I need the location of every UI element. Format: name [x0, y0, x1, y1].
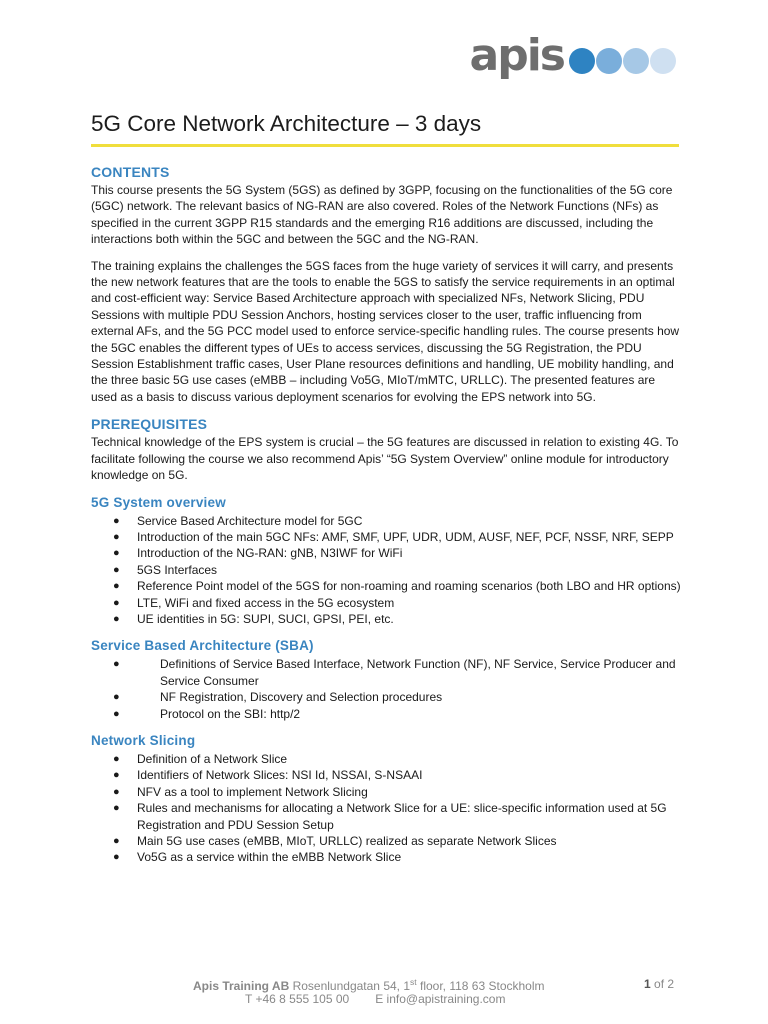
logo-dot: [650, 48, 676, 74]
bullet-icon: ●: [113, 752, 120, 765]
bullet-icon: ●: [113, 612, 120, 625]
list-item: ● Definition of a Network Slice: [113, 751, 288, 766]
logo-dot: [623, 48, 649, 74]
logo-dots: [568, 48, 676, 74]
list-item: ● NF Registration, Discovery and Selection procedures: [113, 690, 443, 705]
bullet-icon: ●: [113, 547, 120, 560]
prerequisites-paragraph: Technical knowledge of the EPS system is crucial – the 5G features are discussed in relation to existing 4G. To facilitate following the course we also recommend Apis’ “5G System Overview” online module for introductory knowledge on 5G.: [91, 435, 679, 483]
footer-address: Apis Training AB Rosenlundgatan 54, 1st floor, 118 63 Stockholm: [193, 977, 545, 993]
list-item: ● NFV as a tool to implement Network Slicing: [113, 784, 368, 799]
bullet-icon: ●: [113, 851, 120, 864]
document-body: [91, 162, 681, 866]
bullet-icon: ●: [113, 596, 120, 609]
list-item: ● Identifiers of Network Slices: NSI Id, NSSAI, S-NSAAI: [113, 768, 423, 783]
footer-company: Apis Training AB: [193, 979, 290, 993]
bullet-icon: ●: [113, 707, 120, 720]
footer-phone: T +46 8 555 105 00: [245, 992, 350, 1006]
list-item: ● Introduction of the main 5GC NFs: AMF, SMF, UPF, UDR, UDM, AUSF, NEF, PCF, NSSF, NRF, SEPP: [113, 529, 674, 544]
list-item: ● Main 5G use cases (eMBB, MIoT, URLLC) realized as separate Network Slices: [113, 834, 557, 848]
footer-email: E info@apistraining.com: [375, 992, 506, 1006]
bullet-icon: ●: [113, 580, 120, 593]
bullet-icon: ●: [113, 835, 120, 847]
prerequisites-heading: PREREQUISITES: [91, 416, 208, 433]
apis-logo: [469, 30, 676, 81]
page-number: 1 of 2: [644, 977, 675, 991]
bullet-icon: ●: [113, 658, 120, 671]
section-heading-5g-system-overview: 5G System overview: [91, 494, 226, 510]
bullet-icon: ●: [113, 691, 120, 704]
contents-paragraph-1: This course presents the 5G System (5GS) as defined by 3GPP, focusing on the functionalities of the 5G core (5GC) network. The relevant basics of NG-RAN are also covered. Roles of the Network Functions (NFs) as specified in the current 3GPP R15 standards and the emerging R16 additions are discussed, including the interactions both within the 5GC and between the 5GC and the NG-RAN.: [91, 183, 673, 247]
document-title: 5G Core Network Architecture – 3 days: [91, 111, 679, 147]
list-item: ● Reference Point model of the 5GS for non-roaming and roaming scenarios (both LBO and HR options): [113, 579, 681, 594]
list-item: ● LTE, WiFi and fixed access in the 5G ecosystem: [113, 595, 395, 610]
list-item: ● 5GS Interfaces: [113, 562, 218, 577]
list-item: ● Protocol on the SBI: http/2: [113, 706, 301, 721]
contents-paragraph-2: The training explains the challenges the 5GS faces from the huge variety of services it will carry, and presents the new network features that are the tools to enable the 5GS to satisfy the service requirements in an optimal and cost-efficient way: Service Based Architecture approach with specialized NFs, Network Slicing, PDU Sessions with multiple PDU Session Anchors, hosting services closer to the user, traffic influencing from external AFs, and the 5G PCC model used to enforce service-specific handling rules. The course presents how the 5GC enables the different types of UEs to access services, discussing the 5G Registration, the PDU Session Establishment traffic cases, User Plane resources definitions and handling, UE mobility handling, and the three basic 5G use cases (eMBB – including Vo5G, MIoT/mMTC, URLLC). The presented features are used as a basis to discuss various deployment scenarios for evolving the EPS network into 5G.: [91, 258, 680, 404]
contents-heading: CONTENTS: [91, 164, 170, 180]
list-item: ● Definitions of Service Based Interface, Network Function (NF), NF Service, Service Producer and Service Consumer: [113, 657, 676, 688]
bullet-icon: ●: [113, 514, 120, 527]
list-item: ● Introduction of the NG-RAN: gNB, N3IWF for WiFi: [113, 546, 403, 561]
section-list-sba: [91, 656, 681, 722]
section-heading-sba: Service Based Architecture (SBA): [91, 638, 314, 654]
bullet-icon: ●: [113, 563, 120, 576]
list-item: ● UE identities in 5G: SUPI, SUCI, GPSI, PEI, etc.: [113, 611, 394, 626]
list-item: ● Vo5G as a service within the eMBB Network Slice: [113, 850, 402, 865]
list-item: ● Rules and mechanisms for allocating a Network Slice for a UE: slice-specific information used at 5G Registration and PDU Session Setup: [113, 801, 667, 832]
section-list-5g-system-overview: [91, 513, 681, 628]
bullet-icon: ●: [113, 530, 120, 543]
logo-dot: [569, 48, 595, 74]
list-item: ● Service Based Architecture model for 5GC: [113, 513, 363, 528]
footer-contact: [245, 992, 505, 1006]
logo-dot: [596, 48, 622, 74]
section-list-network-slicing: [91, 751, 681, 866]
bullet-icon: ●: [113, 769, 120, 782]
bullet-icon: ●: [113, 802, 120, 815]
logo-wordmark: apis: [469, 30, 564, 81]
bullet-icon: ●: [113, 785, 120, 798]
section-heading-network-slicing: Network Slicing: [91, 732, 196, 748]
